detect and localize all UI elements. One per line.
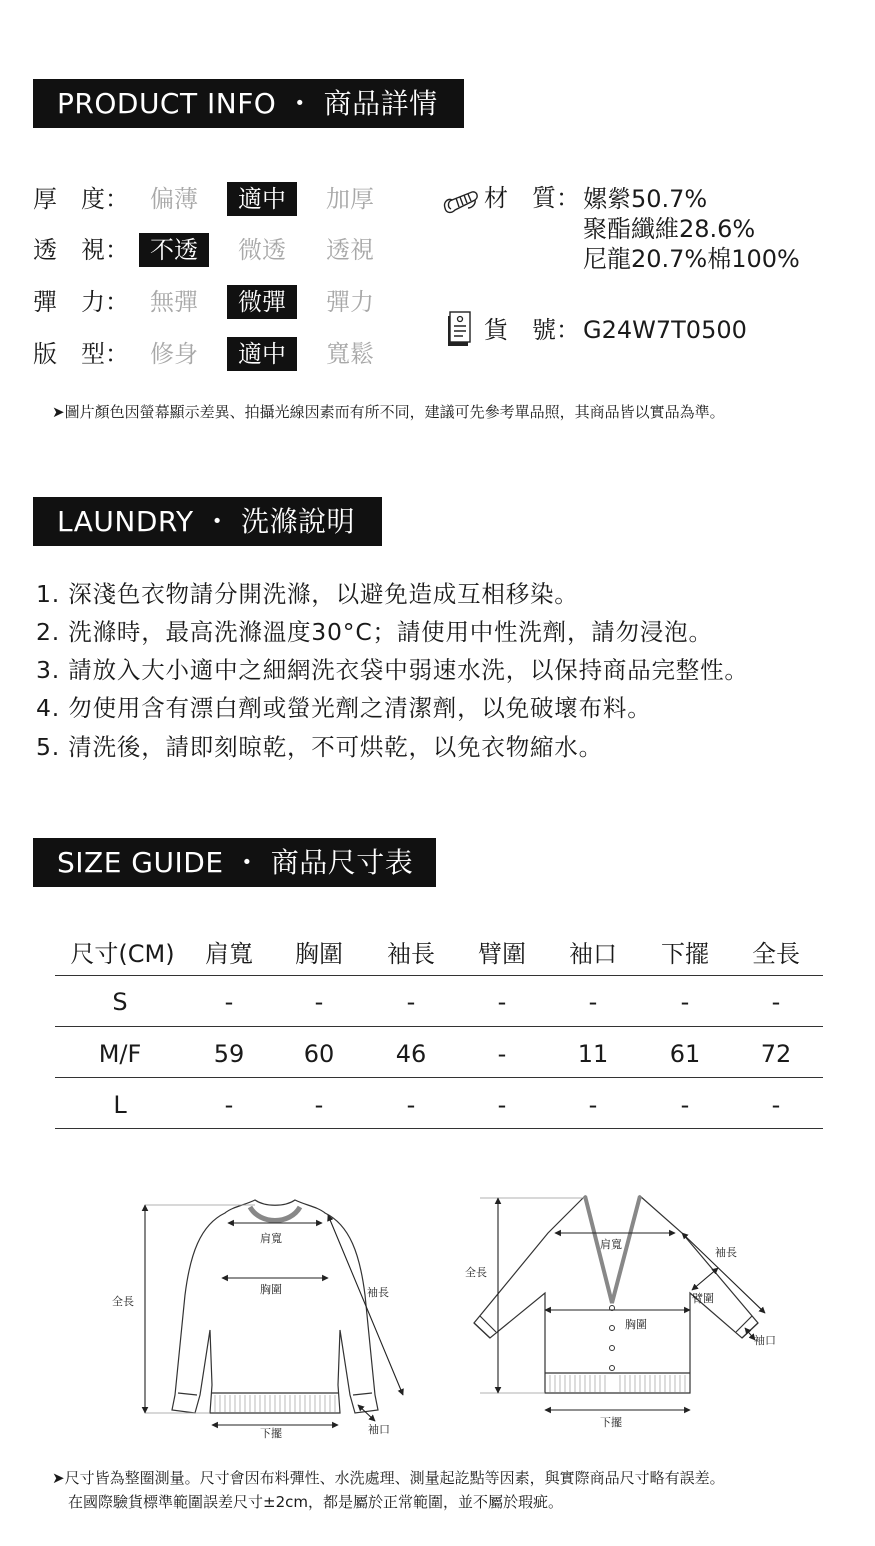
attr-option: 適中 (227, 337, 297, 371)
attr-option: 微透 (238, 236, 286, 264)
attr-option: 偏薄 (150, 185, 198, 213)
label-hem: 下擺 (600, 1416, 622, 1429)
attr-label: 版 型： (33, 340, 129, 368)
product-info-header: PRODUCT INFO ・ 商品詳情 (33, 79, 464, 128)
laundry-item: 5. 清洗後，請即刻晾乾，不可烘乾，以免衣物縮水。 (36, 733, 603, 761)
code-label: 貨 號： (484, 316, 580, 344)
material-line: 嫘縈50.7% (583, 185, 708, 213)
label-shoulder: 肩寬 (600, 1238, 622, 1251)
size-note: 在國際驗貨標準範圍誤差尺寸±2cm，都是屬於正常範圍，並不屬於瑕疵。 (68, 1493, 563, 1511)
size-cell: - (680, 988, 690, 1016)
price-tag-icon (446, 310, 472, 348)
attr-option: 加厚 (326, 185, 374, 213)
material-label: 材 質： (484, 184, 580, 212)
label-sleeve: 袖長 (715, 1246, 737, 1259)
column-header: 下擺 (661, 939, 709, 968)
column-header: 袖長 (387, 939, 435, 968)
size-cell: - (406, 1091, 416, 1119)
size-cell: M/F (98, 1040, 142, 1068)
attr-option: 適中 (227, 182, 297, 216)
label-cuff: 袖口 (754, 1334, 776, 1347)
label-chest: 胸圍 (625, 1318, 647, 1331)
size-cell: - (224, 988, 234, 1016)
size-cell: - (497, 1091, 507, 1119)
size-cell: S (112, 988, 128, 1016)
size-cell: - (771, 988, 781, 1016)
column-header: 尺寸(CM) (70, 939, 175, 968)
laundry-item: 2. 洗滌時，最高洗滌溫度30°C；請使用中性洗劑，請勿浸泡。 (36, 618, 713, 646)
size-cell: 11 (577, 1040, 609, 1068)
label-hem: 下擺 (260, 1427, 282, 1440)
attr-option: 透視 (326, 236, 374, 264)
size-cell: - (771, 1091, 781, 1119)
attr-option: 無彈 (150, 288, 198, 316)
laundry-header: LAUNDRY ・ 洗滌說明 (33, 497, 382, 546)
size-cell: 61 (669, 1040, 701, 1068)
laundry-item: 4. 勿使用含有漂白劑或螢光劑之清潔劑，以免破壞布料。 (36, 694, 652, 722)
label-shoulder: 肩寬 (260, 1232, 282, 1245)
size-note: ➤尺寸皆為整圈測量。尺寸會因布料彈性、水洗處理、測量起訖點等因素，與實際商品尺寸略有誤差。 (52, 1469, 725, 1487)
table-divider (55, 1026, 823, 1027)
color-disclaimer: ➤圖片顏色因螢幕顯示差異、拍攝光線因素而有所不同，建議可先參考單品照，其商品皆以實品為準。 (52, 403, 725, 421)
cardigan-diagram (460, 1188, 790, 1438)
material-line: 尼龍20.7%棉100% (583, 245, 800, 273)
product-code: G24W7T0500 (583, 316, 747, 344)
attr-option: 不透 (139, 233, 209, 267)
label-chest: 胸圍 (260, 1283, 282, 1296)
table-row (55, 1080, 823, 1130)
size-cell: - (497, 988, 507, 1016)
size-cell: - (406, 988, 416, 1016)
table-divider (55, 1077, 823, 1078)
table-row (55, 1029, 823, 1079)
size-cell: 59 (213, 1040, 245, 1068)
column-header: 胸圍 (295, 939, 343, 968)
size-cell: - (314, 988, 324, 1016)
attr-option: 彈力 (326, 288, 374, 316)
material-line: 聚酯纖維28.6% (583, 215, 756, 243)
table-row (55, 977, 823, 1027)
table-divider (55, 975, 823, 976)
label-cuff: 袖口 (368, 1423, 390, 1436)
size-cell: - (588, 1091, 598, 1119)
attr-option: 微彈 (227, 285, 297, 319)
size-cell: 72 (760, 1040, 792, 1068)
size-cell: 46 (395, 1040, 427, 1068)
sweater-diagram (100, 1185, 430, 1450)
laundry-item: 1. 深淺色衣物請分開洗滌，以避免造成互相移染。 (36, 580, 579, 608)
attr-option: 寬鬆 (326, 340, 374, 368)
size-cell: 60 (303, 1040, 335, 1068)
label-arm: 臂圍 (692, 1292, 714, 1305)
label-length: 全長 (112, 1295, 134, 1308)
label-sleeve: 袖長 (367, 1286, 389, 1299)
attr-label: 透 視： (33, 236, 129, 264)
column-header: 肩寬 (205, 939, 253, 968)
column-header: 臂圍 (478, 939, 526, 968)
attr-label: 厚 度： (33, 185, 129, 213)
size-table-header (55, 930, 823, 972)
column-header: 袖口 (569, 939, 617, 968)
size-cell: - (680, 1091, 690, 1119)
column-header: 全長 (752, 939, 800, 968)
laundry-item: 3. 請放入大小適中之細網洗衣袋中弱速水洗，以保持商品完整性。 (36, 656, 749, 684)
label-length: 全長 (465, 1266, 487, 1279)
attr-label: 彈 力： (33, 288, 129, 316)
size-cell: - (588, 988, 598, 1016)
size-cell: - (314, 1091, 324, 1119)
attr-option: 修身 (150, 340, 198, 368)
size-cell: - (497, 1040, 507, 1068)
size-cell: L (113, 1091, 127, 1119)
size-cell: - (224, 1091, 234, 1119)
thread-spool-icon (442, 188, 480, 218)
size-guide-header: SIZE GUIDE ・ 商品尺寸表 (33, 838, 436, 887)
table-divider (55, 1128, 823, 1129)
